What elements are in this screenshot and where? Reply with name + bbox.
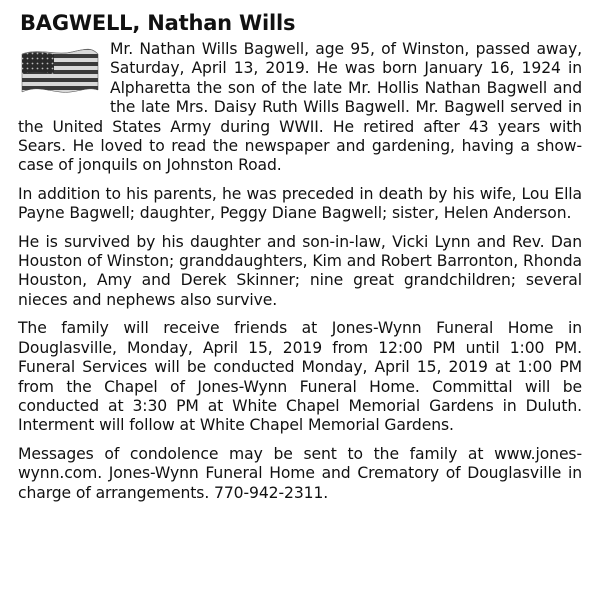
- paragraph-biography: Mr. Nathan Wills Bagwell, age 95, of Winston, passed away, Saturday, April 13, 2019. He was born January 16, 1924 in Alpharetta the son of the late Mr. Hollis Nathan Bagwell and the late Mrs. Daisy Ruth Wills Bagwell. Mr. Bagwell served in the United States Army during WWII. He retired after 43 years with Sears. He loved to read the newspaper and gardening, having a show-case of jonquils on Johnston Road.: [18, 40, 582, 175]
- paragraph-preceded: In addition to his parents, he was preceded in death by his wife, Lou Ella Payne Bagwell; daughter, Peggy Diane Bagwell; sister, Helen Anderson.: [18, 184, 582, 223]
- american-flag-icon: [20, 46, 100, 98]
- paragraph-survived: He is survived by his daughter and son-in-law, Vicki Lynn and Rev. Dan Houston of Winston; granddaughters, Kim and Robert Barronton, Rhonda Houston, Amy and Derek Skinner; nine great grandchildren; several nieces and nephews also survive.: [18, 232, 582, 309]
- paragraph-condolences: Messages of condolence may be sent to the family at www.jones-wynn.com. Jones-Wynn Funeral Home and Crematory of Douglasville in charge of arrangements. 770-942-2311.: [18, 444, 582, 502]
- obituary-title: BAGWELL, Nathan Wills: [20, 11, 296, 35]
- paragraph-services: The family will receive friends at Jones-Wynn Funeral Home in Douglasville, Monday, April 15, 2019 from 12:00 PM until 1:00 PM. Funeral Services will be conducted Monday, April 15, 2019 at 1:00 PM from the Chapel of Jones-Wynn Funeral Home. Committal will be conducted at 3:30 PM at White Chapel Memorial Gardens in Duluth. Interment will follow at White Chapel Memorial Gardens.: [18, 319, 582, 435]
- obituary-body: [18, 40, 582, 503]
